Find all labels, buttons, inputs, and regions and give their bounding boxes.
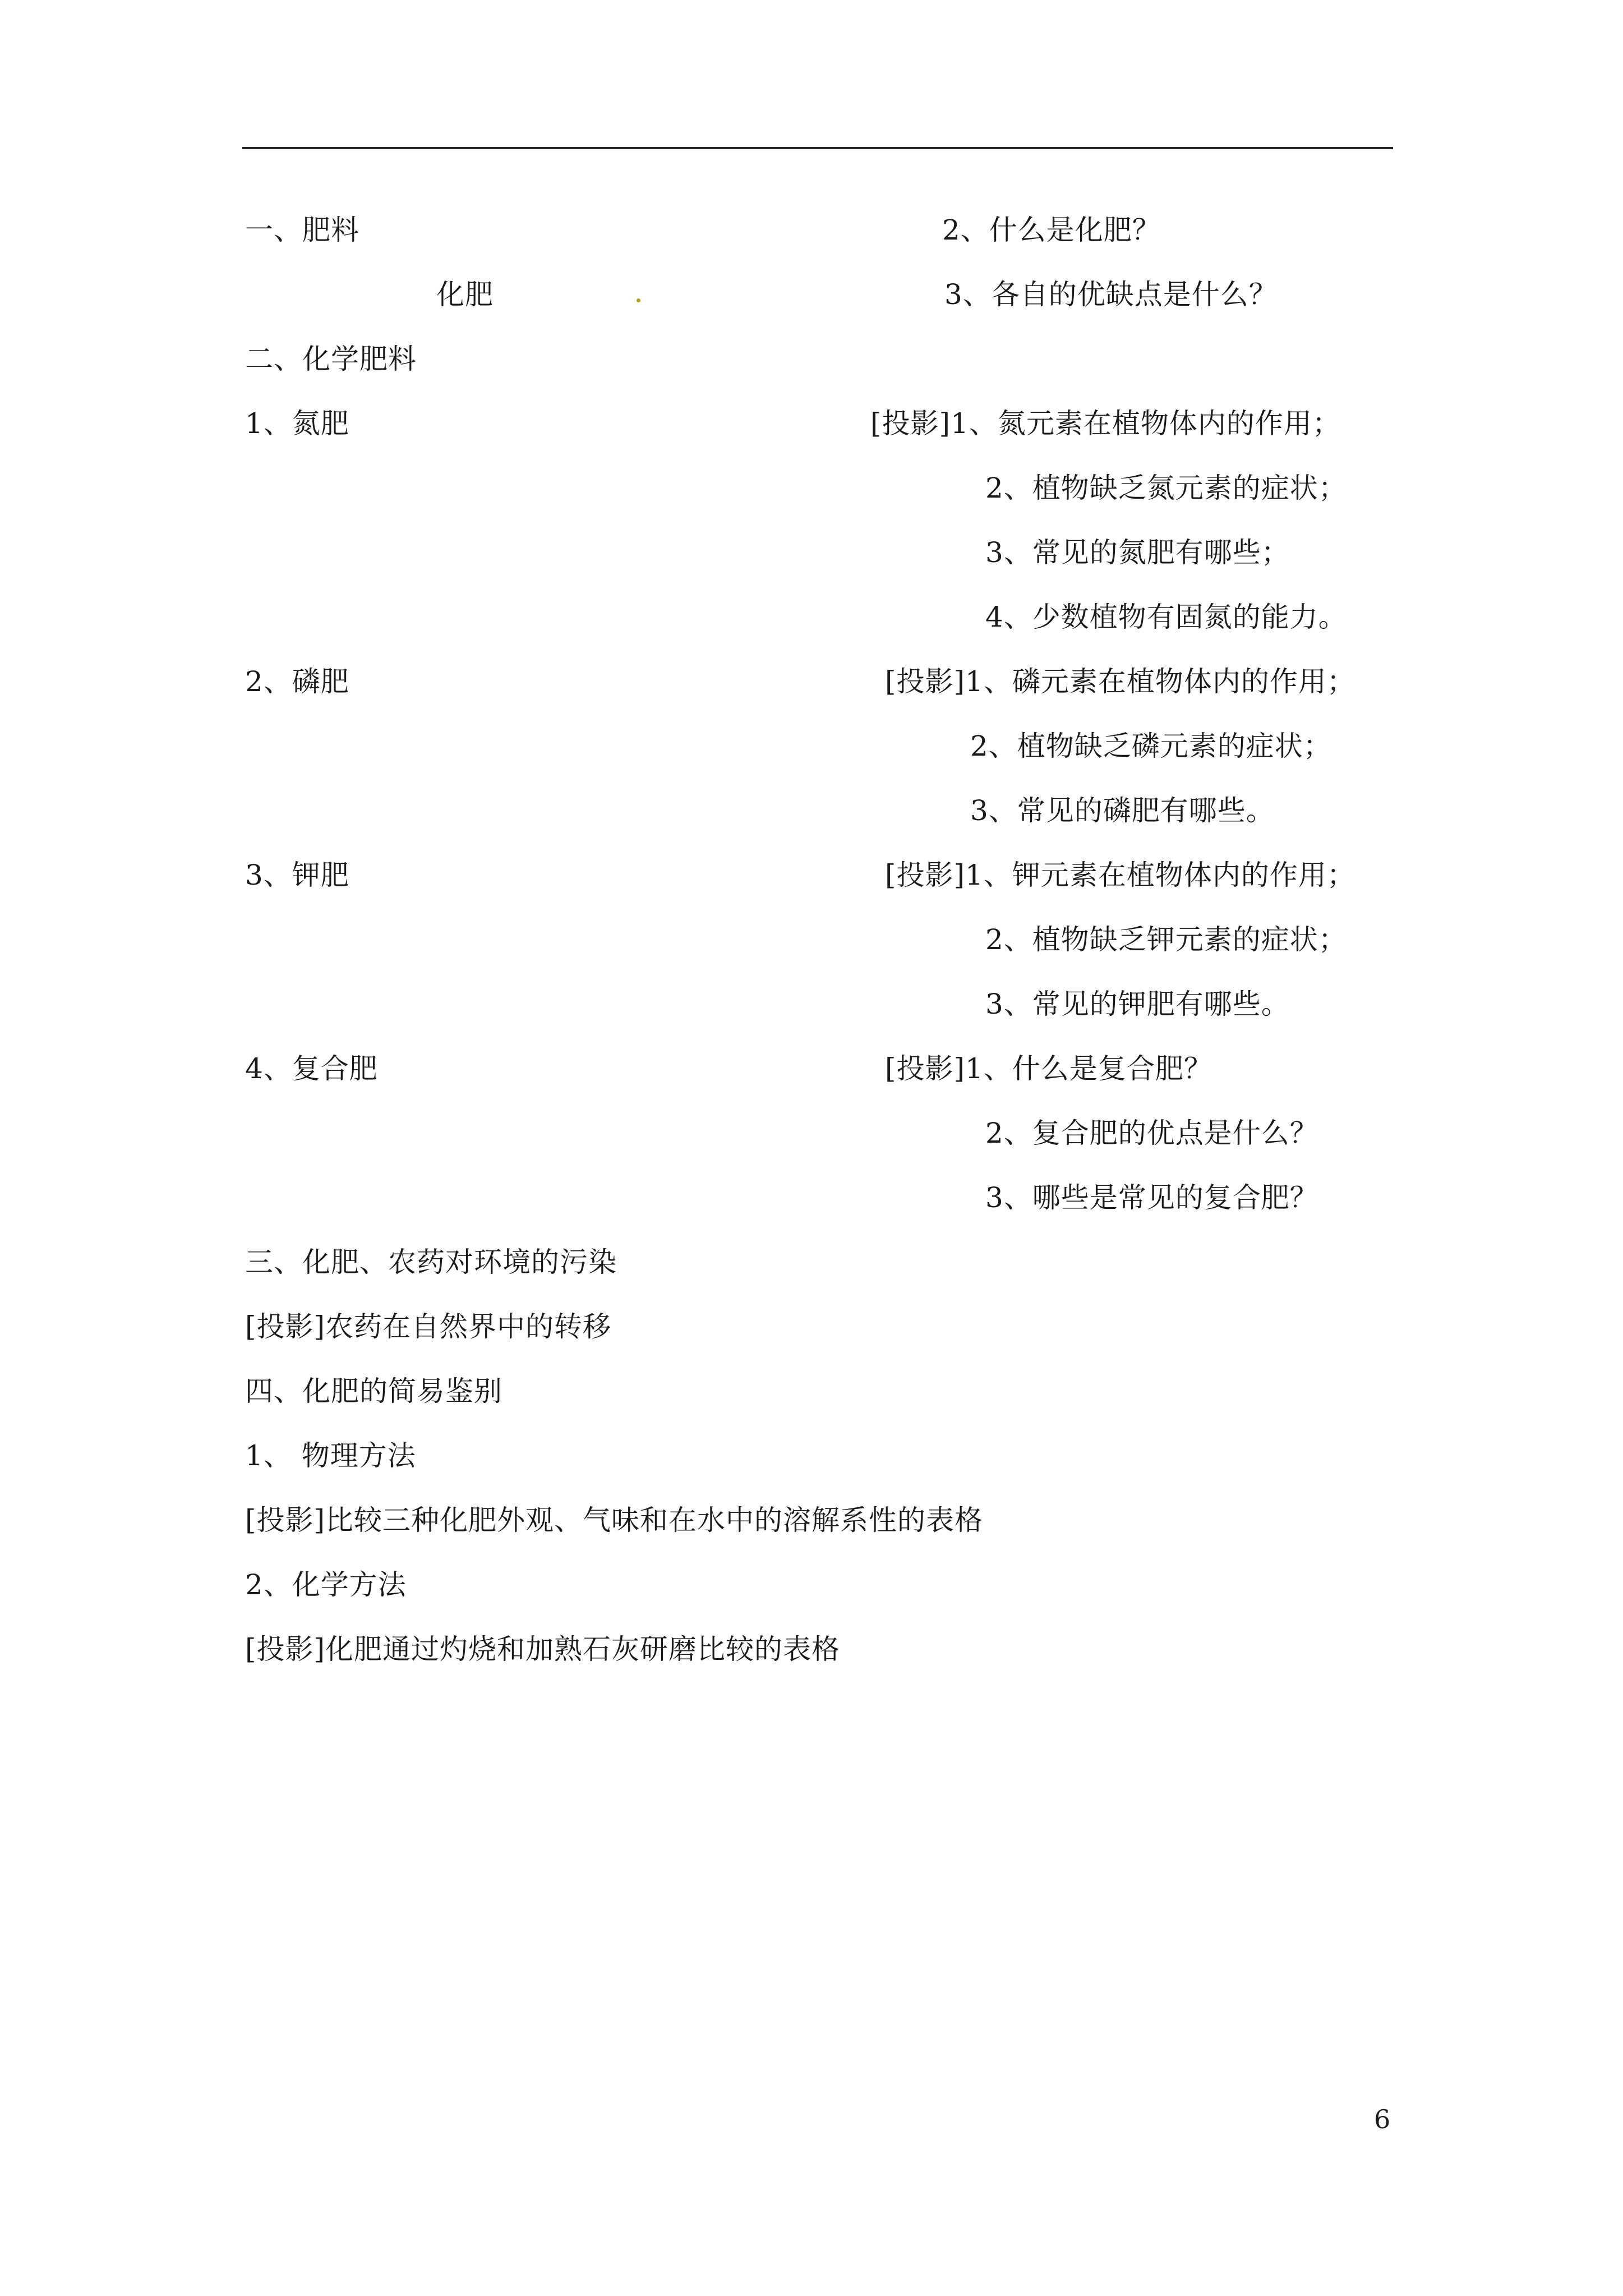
compound-question-2: 2、复合肥的优点是什么？ bbox=[985, 1117, 1318, 1149]
phosphorus-question-3: 3、常见的磷肥有哪些。 bbox=[970, 794, 1275, 827]
phosphorus-question-2: 2、植物缺乏磷元素的症状； bbox=[970, 730, 1332, 762]
section1-item-fertilizer: 化肥 bbox=[436, 278, 494, 311]
compound-label: 4、复合肥 bbox=[245, 1052, 378, 1085]
section3-projection: [投影]农药在自然界中的转移 bbox=[245, 1310, 612, 1343]
phosphorus-label: 2、磷肥 bbox=[245, 665, 349, 698]
nitrogen-question-1: [投影]1、氮元素在植物体内的作用； bbox=[870, 407, 1341, 440]
ink-speck-mark bbox=[637, 298, 640, 302]
section1-heading: 一、肥料 bbox=[245, 214, 359, 246]
chemical-method-projection: [投影]化肥通过灼烧和加熟石灰研磨比较的表格 bbox=[245, 1633, 841, 1665]
section1-question-2: 2、什么是化肥？ bbox=[942, 214, 1161, 246]
nitrogen-question-2: 2、植物缺乏氮元素的症状； bbox=[985, 472, 1347, 504]
phosphorus-question-1: [投影]1、磷元素在植物体内的作用； bbox=[885, 665, 1355, 698]
header-rule bbox=[242, 147, 1393, 149]
potassium-question-2: 2、植物缺乏钾元素的症状； bbox=[985, 923, 1347, 956]
physical-method-label: 1、 物理方法 bbox=[245, 1439, 416, 1472]
nitrogen-question-3: 3、常见的氮肥有哪些； bbox=[985, 536, 1290, 569]
compound-question-1: [投影]1、什么是复合肥？ bbox=[885, 1052, 1212, 1085]
section4-heading: 四、化肥的简易鉴别 bbox=[245, 1375, 502, 1407]
potassium-question-3: 3、常见的钾肥有哪些。 bbox=[985, 988, 1290, 1020]
nitrogen-question-4: 4、少数植物有固氮的能力。 bbox=[985, 601, 1347, 633]
section1-question-3: 3、各自的优缺点是什么？ bbox=[944, 278, 1278, 311]
compound-question-3: 3、哪些是常见的复合肥？ bbox=[985, 1181, 1318, 1214]
chemical-method-label: 2、化学方法 bbox=[245, 1568, 407, 1601]
nitrogen-label: 1、氮肥 bbox=[245, 407, 349, 440]
potassium-question-1: [投影]1、钾元素在植物体内的作用； bbox=[885, 859, 1355, 891]
section2-heading: 二、化学肥料 bbox=[245, 343, 417, 375]
physical-method-projection: [投影]比较三种化肥外观、气味和在水中的溶解系性的表格 bbox=[245, 1504, 984, 1536]
potassium-label: 3、钾肥 bbox=[245, 859, 349, 891]
section3-heading: 三、化肥、农药对环境的污染 bbox=[245, 1246, 617, 1278]
page-number: 6 bbox=[1374, 2104, 1391, 2134]
